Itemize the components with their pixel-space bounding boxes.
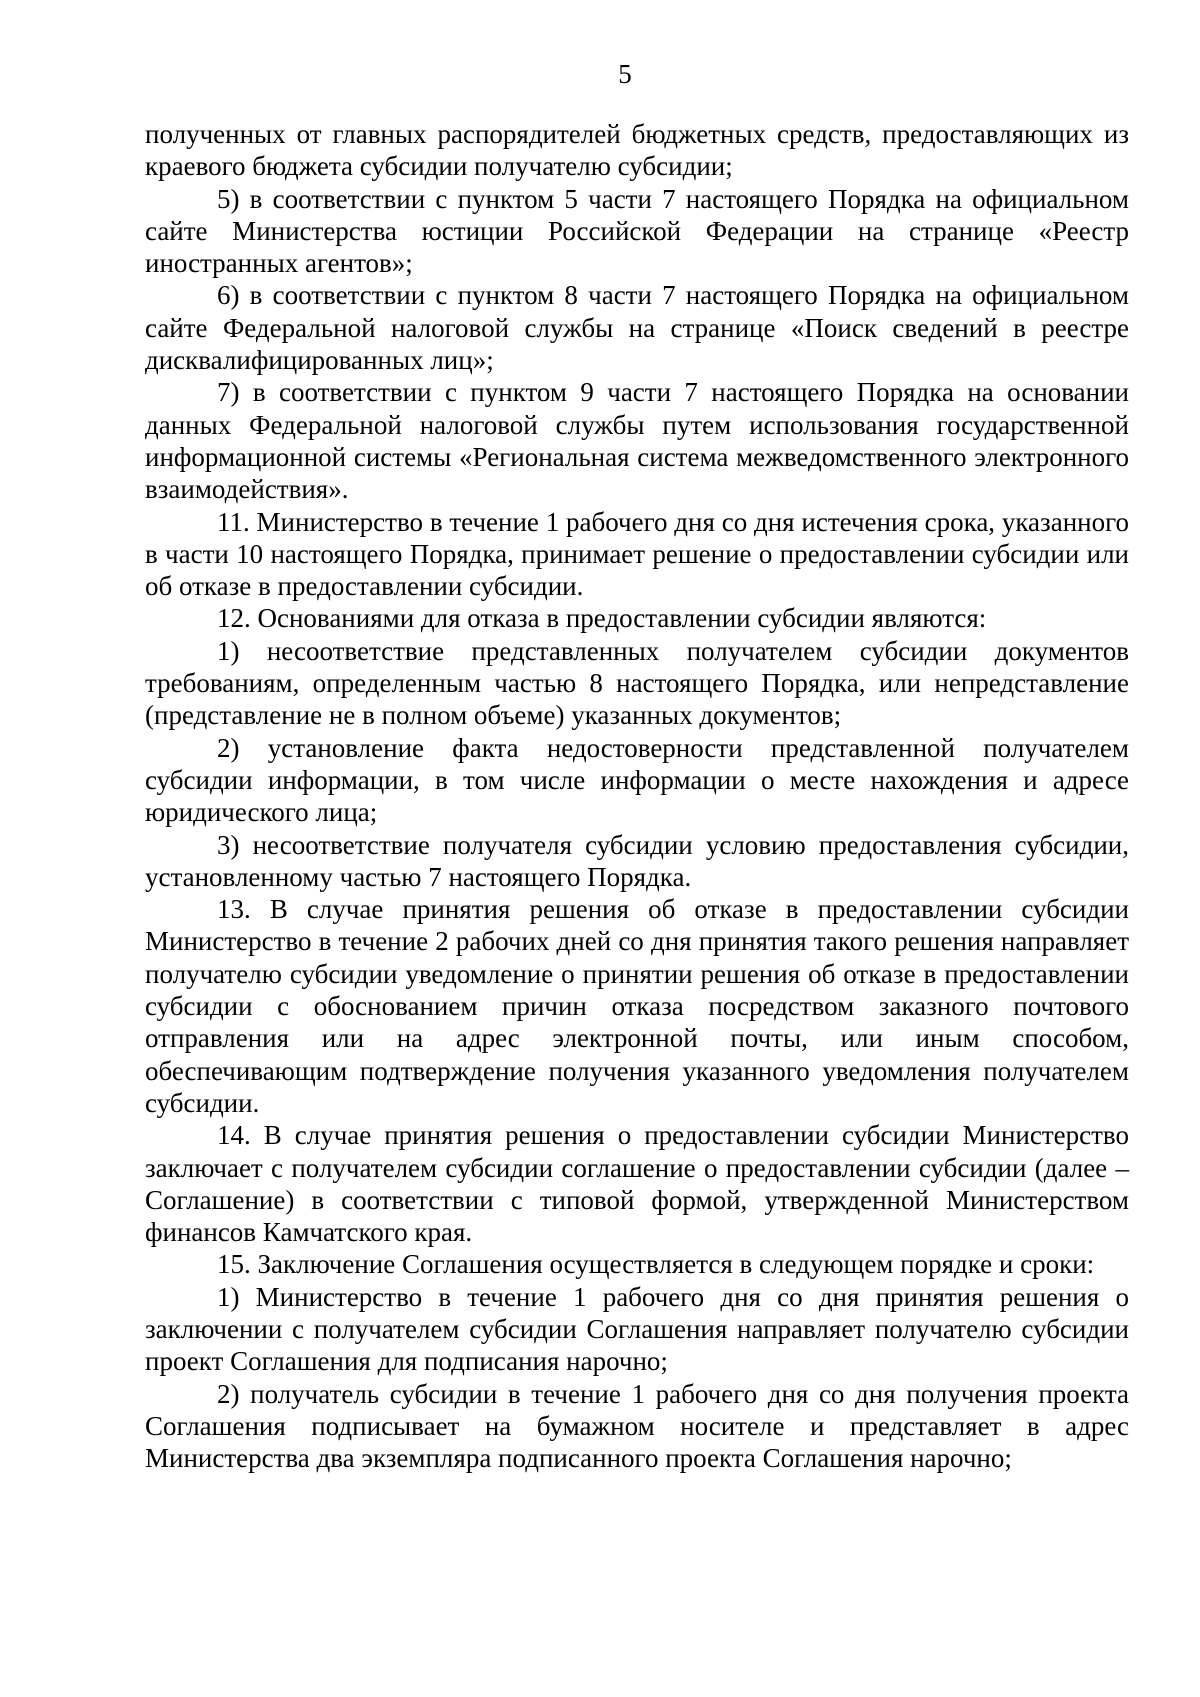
- paragraph: 5) в соответствии с пунктом 5 части 7 настоящего Порядка на официальном сайте Министерства юстиции Российской Федерации на странице «Реестр иностранных агентов»;: [145, 183, 1129, 279]
- paragraph: 2) установление факта недостоверности представленной получателем субсидии информации, в том числе информации о месте нахождения и адресе юридического лица;: [145, 732, 1129, 828]
- page-number: 5: [618, 59, 632, 89]
- paragraph: 7) в соответствии с пунктом 9 части 7 настоящего Порядка на основании данных Федеральной налоговой службы путем использования государственной информационной системы «Региональная система межведомственного электронного взаимодействия».: [145, 377, 1129, 505]
- paragraph: 11. Министерство в течение 1 рабочего дня со дня истечения срока, указанного в части 10 настоящего Порядка, принимает решение о предоставлении субсидии или об отказе в предоставлении субсидии.: [145, 506, 1129, 602]
- paragraph: 3) несоответствие получателя субсидии условию предоставления субсидии, установленному частью 7 настоящего Порядка.: [145, 829, 1129, 892]
- paragraph: 15. Заключение Соглашения осуществляется в следующем порядке и сроки:: [217, 1249, 1095, 1280]
- paragraph: 2) получатель субсидии в течение 1 рабочего дня со дня получения проекта Соглашения подписывает на бумажном носителе и представляет в адрес Министерства два экземпляра подписанного проекта Соглашения нарочно;: [145, 1378, 1129, 1474]
- paragraph: 13. В случае принятия решения об отказе в предоставлении субсидии Министерство в течение 2 рабочих дней со дня принятия такого решения направляет получателю субсидии уведомление о принятии решения об отказе в предоставлении субсидии с обоснованием причин отказа посредством заказного почтового отправления или на адрес электронной почты, или иным способом, обеспечивающим подтверждение получения указанного уведомления получателем субсидии.: [145, 894, 1129, 1118]
- paragraph: 1) Министерство в течение 1 рабочего дня со дня принятия решения о заключении с получателем субсидии Соглашения направляет получателю субсидии проект Соглашения для подписания нарочно;: [145, 1281, 1129, 1377]
- paragraph: полученных от главных распорядителей бюджетных средств, предоставляющих из краевого бюджета субсидии получателю субсидии;: [145, 119, 1129, 182]
- paragraph: 6) в соответствии с пунктом 8 части 7 настоящего Порядка на официальном сайте Федеральной налоговой службы на странице «Поиск сведений в реестре дисквалифицированных лиц»;: [145, 280, 1129, 376]
- document-body: [145, 118, 1129, 1474]
- paragraph: 1) несоответствие представленных получателем субсидии документов требованиям, определенным частью 8 настоящего Порядка, или непредставление (представление не в полном объеме) указанных документов;: [145, 635, 1129, 731]
- paragraph: 14. В случае принятия решения о предоставлении субсидии Министерство заключает с получателем субсидии соглашение о предоставлении субсидии (далее – Соглашение) в соответствии с типовой формой, утвержденной Министерством финансов Камчатского края.: [145, 1120, 1129, 1248]
- paragraph: 12. Основаниями для отказа в предоставлении субсидии являются:: [217, 603, 987, 634]
